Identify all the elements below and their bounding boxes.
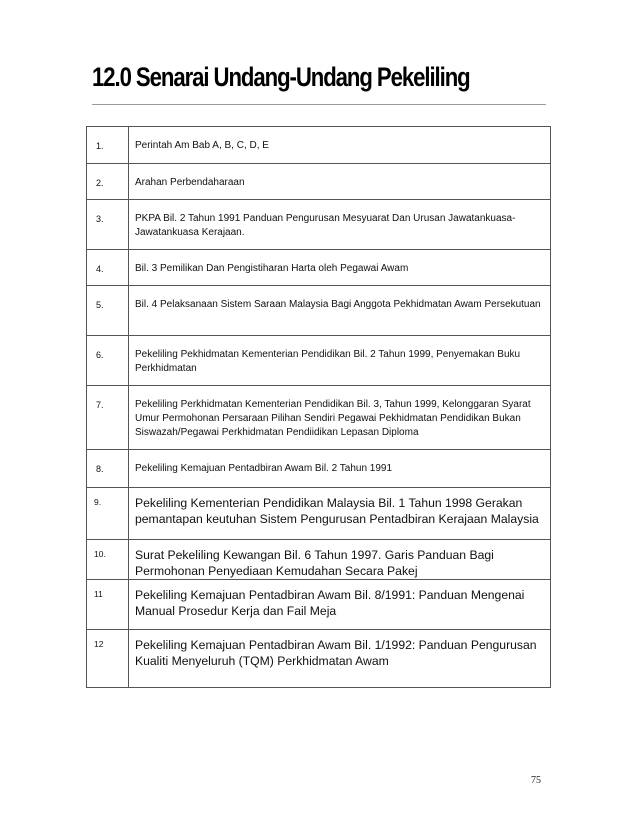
row-number: 10.	[87, 540, 129, 580]
row-text: PKPA Bil. 2 Tahun 1991 Panduan Pengurusan Mesyuarat Dan Urusan Jawatankuasa- Jawatankuasa Kerajaan.	[129, 200, 551, 250]
table-row	[87, 286, 551, 336]
row-number: 9.	[87, 488, 129, 540]
table-row	[87, 630, 551, 688]
row-number: 8.	[87, 450, 129, 488]
table-row	[87, 164, 551, 200]
title-underline	[92, 104, 546, 105]
table-row	[87, 127, 551, 164]
row-text: Pekeliling Pekhidmatan Kementerian Pendidikan Bil. 2 Tahun 1999, Penyemakan Buku Perkhidmatan	[129, 336, 551, 386]
row-text: Arahan Perbendaharaan	[129, 164, 551, 200]
row-number: 3.	[87, 200, 129, 250]
row-text: Pekeliling Kemajuan Pentadbiran Awam Bil. 8/1991: Panduan Mengenai Manual Prosedur Kerja dan Fail Meja	[129, 580, 551, 630]
table-row	[87, 488, 551, 540]
row-text: Surat Pekeliling Kewangan Bil. 6 Tahun 1997. Garis Panduan Bagi Permohonan Penyediaan Kemudahan Secara Pakej	[129, 540, 551, 580]
row-number: 6.	[87, 336, 129, 386]
row-text: Pekeliling Kemajuan Pentadbiran Awam Bil. 1/1992: Panduan Pengurusan Kualiti Menyeluruh (TQM) Perkhidmatan Awam	[129, 630, 551, 688]
row-text: Perintah Am Bab A, B, C, D, E	[129, 127, 551, 164]
page-title: 12.0 Senarai Undang-Undang Pekeliling	[92, 62, 470, 92]
table-row	[87, 540, 551, 580]
row-text: Bil. 3 Pemilikan Dan Pengistiharan Harta oleh Pegawai Awam	[129, 250, 551, 286]
row-text: Pekeliling Perkhidmatan Kementerian Pendidikan Bil. 3, Tahun 1999, Kelonggaran Syarat Umur Permohonan Persaraan Pilihan Sendiri Pegawai Pekhidmatan Pendidikan Bukan Siswazah/Pegawai Perkhidmatan Pendiidikan Lepasan Diploma	[129, 386, 551, 450]
row-number: 5.	[87, 286, 129, 336]
row-text: Pekeliling Kemajuan Pentadbiran Awam Bil. 2 Tahun 1991	[129, 450, 551, 488]
row-number: 12	[87, 630, 129, 688]
table-row	[87, 386, 551, 450]
circulars-table	[86, 126, 551, 688]
row-text: Pekeliling Kementerian Pendidikan Malaysia Bil. 1 Tahun 1998 Gerakan pemantapan keutuhan Sistem Pengurusan Pentadbiran Kerajaan Malaysia	[129, 488, 551, 540]
table-row	[87, 580, 551, 630]
table-row	[87, 250, 551, 286]
table-row	[87, 336, 551, 386]
page-number: 75	[531, 775, 541, 786]
row-number: 11	[87, 580, 129, 630]
table-row	[87, 200, 551, 250]
table-row	[87, 450, 551, 488]
row-number: 2.	[87, 164, 129, 200]
row-number: 4.	[87, 250, 129, 286]
row-number: 1.	[87, 127, 129, 164]
row-number: 7.	[87, 386, 129, 450]
row-text: Bil. 4 Pelaksanaan Sistem Saraan Malaysia Bagi Anggota Pekhidmatan Awam Persekutuan	[129, 286, 551, 336]
